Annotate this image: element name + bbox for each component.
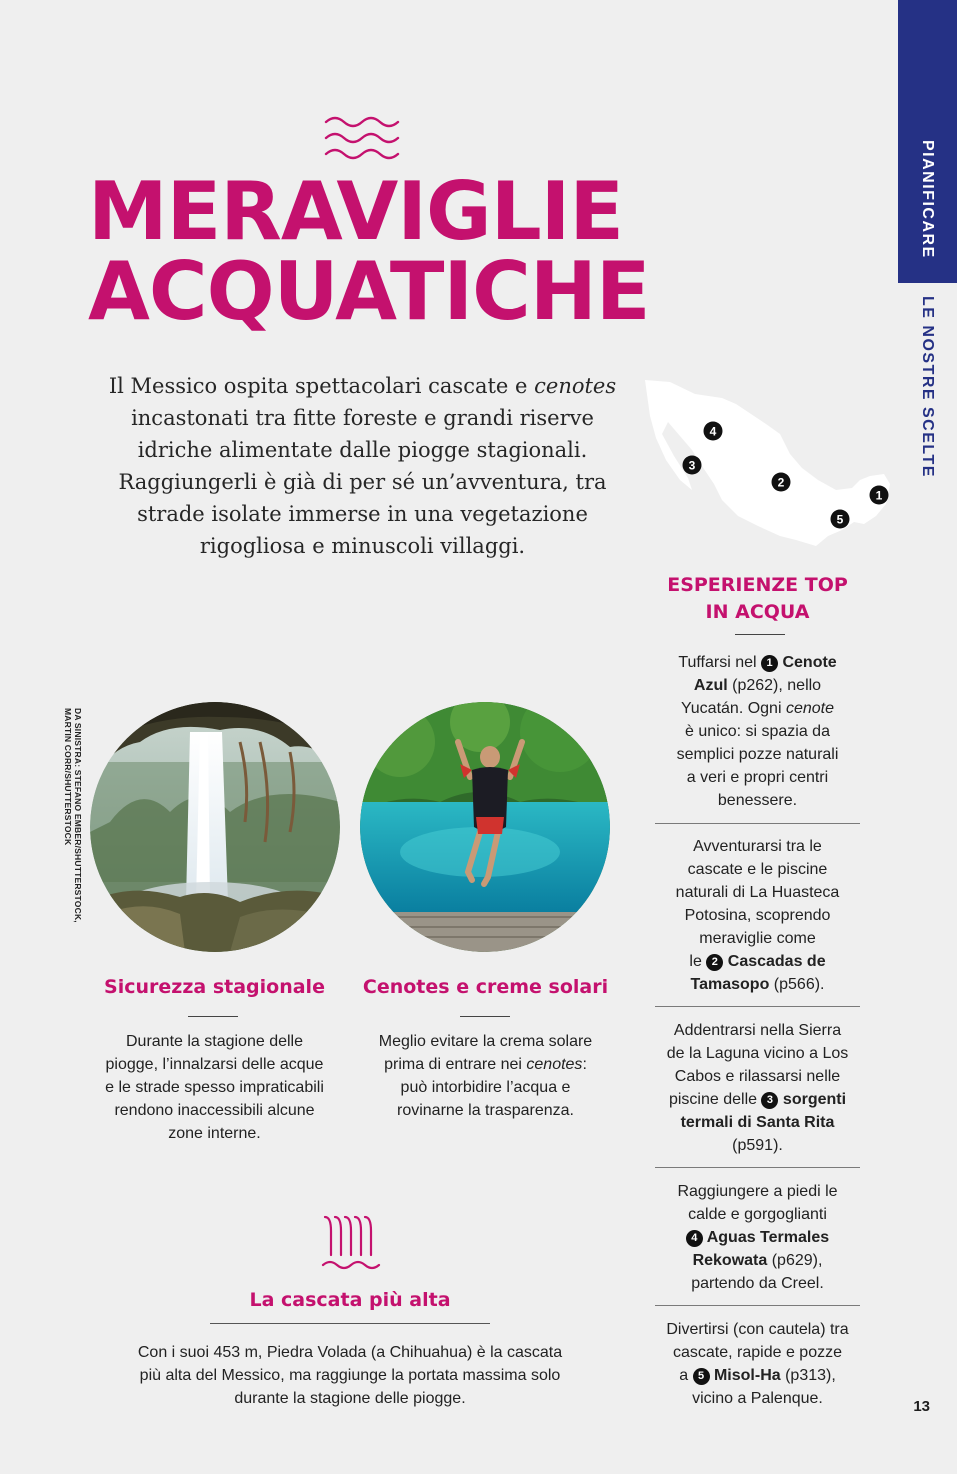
number-badge-icon: 2 (706, 954, 723, 971)
heading-rule (188, 1016, 238, 1017)
waterfall-photo (90, 702, 340, 952)
svg-text:2: 2 (777, 475, 785, 490)
box-body: Durante la stagione delle piogge, l’innalzarsi delle acque e le strade spesso impraticabili rendono inaccessibili alcune zone interne. (105, 1033, 324, 1142)
box-heading: La cascata più alta (249, 1289, 451, 1311)
divider (655, 1006, 860, 1007)
intro-line: Il Messico ospita spettacolari cascate e (108, 374, 535, 398)
experience-item-4: Raggiungere a piedi le calde e gorgoglianti 4 Aguas Termales Rekowata (p629), partendo da Creel. (677, 1183, 838, 1292)
intro-line: Raggiungerli è già di per sé un’avventura, tra (118, 470, 607, 494)
experience-item-2: Avventurarsi tra le cascate e le piscine naturali di La Huasteca Potosina, scoprendo meraviglie come le 2 Cascadas de Tamasopo (p566). (675, 838, 840, 993)
svg-text:4: 4 (709, 424, 717, 439)
side-tab-secondary: LE NOSTRE SCELTE (919, 296, 936, 478)
sidebar-heading (655, 572, 860, 626)
divider (655, 1167, 860, 1168)
intro-line: strade isolate immerse in una vegetazione (137, 502, 588, 526)
number-badge-icon: 1 (761, 655, 778, 672)
title-line-2: ACQUATICHE (88, 245, 650, 338)
box-body: Meglio evitare la crema solare prima di entrare nei cenotes: può intorbidire l’acqua e rovinarne la trasparenza. (378, 1033, 593, 1119)
mexico-map (640, 376, 895, 546)
divider (655, 1305, 860, 1306)
waves-icon (322, 112, 402, 164)
box-heading: Cenotes e creme solari (362, 976, 609, 998)
heading-rule (460, 1016, 510, 1017)
sidebar-heading-line: IN ACQUA (705, 601, 810, 623)
divider (655, 823, 860, 824)
side-tab-primary: PIANIFICARE (919, 140, 936, 259)
title-line-1: MERAVIGLIE (88, 165, 624, 258)
intro-line: incastonati tra fitte foreste e grandi riserve (131, 406, 594, 430)
number-badge-icon: 5 (693, 1368, 710, 1385)
cenote-photo (360, 702, 610, 952)
box-body: Con i suoi 453 m, Piedra Volada (a Chihuahua) è la cascata più alta del Messico, ma raggiunge la portata massima solo durante la stagione delle piogge. (137, 1344, 563, 1407)
intro-italic: cenotes (534, 374, 617, 398)
intro-line: idriche alimentate dalle piogge stagionali. (137, 438, 588, 462)
experience-item-3: Addentrarsi nella Sierra de la Laguna vicino a Los Cabos e rilassarsi nelle piscine delle 3 sorgenti termali di Santa Rita (p591). (666, 1022, 849, 1154)
box-heading: Sicurezza stagionale (104, 976, 325, 998)
waterfall-icon (319, 1213, 381, 1277)
heading-rule (210, 1323, 490, 1324)
svg-text:5: 5 (836, 512, 844, 527)
intro-paragraph (60, 370, 665, 562)
page-title (88, 165, 650, 338)
intro-line: rigogliosa e minuscoli villaggi. (199, 534, 526, 558)
experience-item-5: Divertirsi (con cautela) tra cascate, rapide e pozze a 5 Misol-Ha (p313), vicino a Palenque. (666, 1321, 849, 1407)
experience-item-1: Tuffarsi nel 1 Cenote Azul (p262), nello Yucatán. Ogni cenote è unico: si spazia da semplici pozze naturali a veri e propri centri benessere. (676, 654, 839, 809)
heading-rule (735, 634, 785, 635)
svg-text:3: 3 (688, 458, 696, 473)
svg-text:1: 1 (875, 488, 883, 503)
page-number: 13 (913, 1398, 930, 1415)
photo-credit: DA SINISTRA: STEFANO EMBER/SHUTTERSTOCK, MARTIN CORR/SHUTTERSTOCK (63, 708, 83, 923)
number-badge-icon: 3 (761, 1092, 778, 1109)
number-badge-icon: 4 (686, 1230, 703, 1247)
sidebar-heading-line: ESPERIENZE TOP (667, 574, 848, 596)
